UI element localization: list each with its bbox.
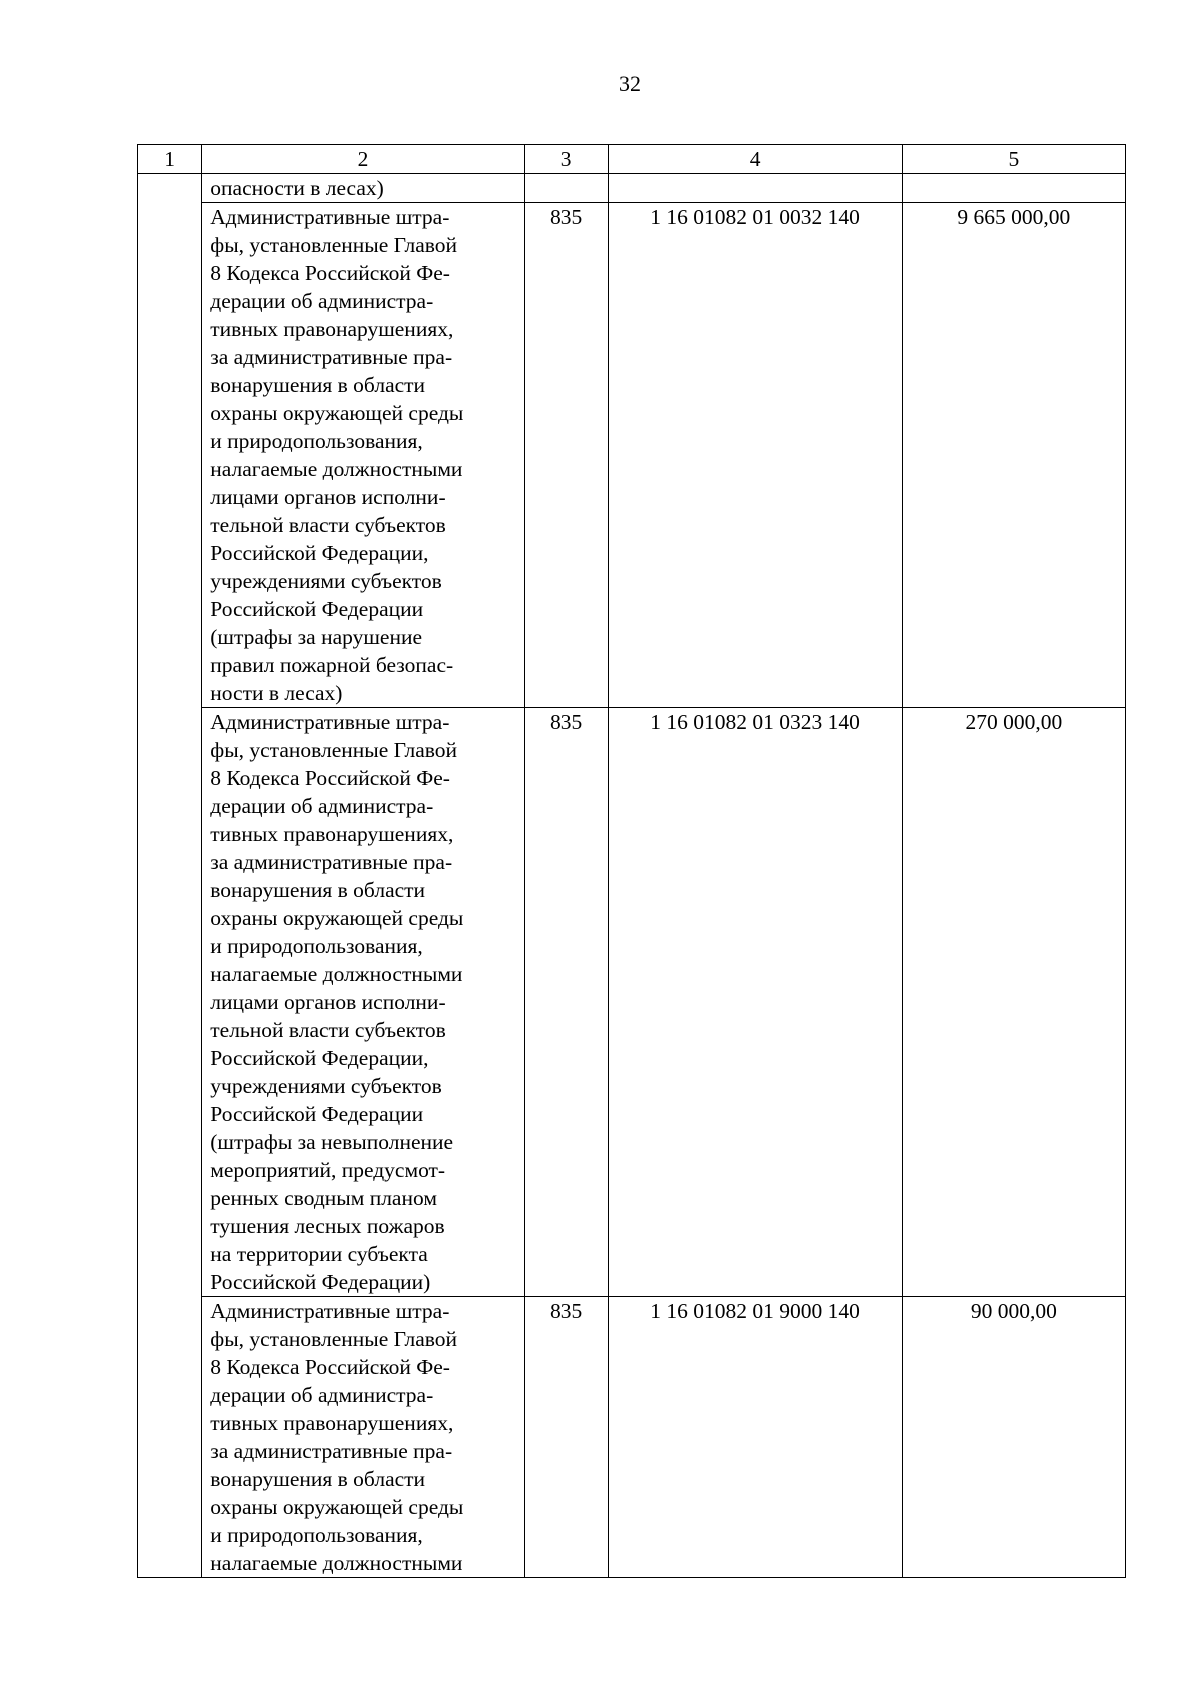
kbk-cell: 1 16 01082 01 0323 140	[608, 708, 902, 1297]
description-line: тивных правонарушениях,	[210, 1411, 454, 1435]
kbk-cell	[608, 174, 902, 203]
description-line: охраны окружающей среды	[210, 1495, 464, 1519]
description-line: Российской Федерации,	[210, 541, 429, 565]
description-line: опасности в лесах)	[210, 176, 384, 200]
description-line: Административные штра-	[210, 710, 450, 734]
description-line: ренных сводным планом	[210, 1186, 437, 1210]
description-line: вонарушения в области	[210, 878, 426, 902]
kbk-cell: 1 16 01082 01 9000 140	[608, 1297, 902, 1578]
description-line: и природопользования,	[210, 934, 423, 958]
description-line: и природопользования,	[210, 1523, 423, 1547]
description-line: налагаемые должностными	[210, 457, 463, 481]
description-line: учреждениями субъектов	[210, 1074, 442, 1098]
column-header-4: 4	[608, 145, 902, 174]
amount-cell: 9 665 000,00	[902, 203, 1125, 708]
page-number: 32	[619, 71, 641, 96]
description-cell	[202, 708, 524, 1297]
description-line: фы, установленные Главой	[210, 1327, 458, 1351]
description-line: налагаемые должностными	[210, 962, 463, 986]
table-row	[138, 708, 1126, 1297]
description-line: правил пожарной безопас-	[210, 653, 454, 677]
description-line: и природопользования,	[210, 429, 423, 453]
description-line: фы, установленные Главой	[210, 738, 458, 762]
description-line: Административные штра-	[210, 1299, 450, 1323]
description-line: фы, установленные Главой	[210, 233, 458, 257]
description-line: 8 Кодекса Российской Фе-	[210, 1355, 450, 1379]
amount-cell: 270 000,00	[902, 708, 1125, 1297]
description-line: за административные пра-	[210, 850, 453, 874]
column-header-5: 5	[902, 145, 1125, 174]
column-header-3: 3	[524, 145, 608, 174]
admin-code-cell: 835	[524, 203, 608, 708]
description-line: Российской Федерации,	[210, 1046, 429, 1070]
description-line: за административные пра-	[210, 1439, 453, 1463]
description-line: тельной власти субъектов	[210, 1018, 446, 1042]
table-row	[138, 203, 1126, 708]
description-line: Российской Федерации	[210, 597, 424, 621]
description-line: тельной власти субъектов	[210, 513, 446, 537]
description-line: ности в лесах)	[210, 681, 343, 705]
description-line: дерации об администра-	[210, 289, 434, 313]
description-line: тушения лесных пожаров	[210, 1214, 445, 1238]
description-line: мероприятий, предусмот-	[210, 1158, 446, 1182]
description-cell	[202, 1297, 524, 1578]
description-line: лицами органов исполни-	[210, 990, 446, 1014]
kbk-cell: 1 16 01082 01 0032 140	[608, 203, 902, 708]
admin-code-cell	[524, 174, 608, 203]
description-line: (штрафы за невыполнение	[210, 1130, 454, 1154]
description-line: 8 Кодекса Российской Фе-	[210, 261, 450, 285]
table-row	[138, 1297, 1126, 1578]
description-cell	[202, 174, 524, 203]
description-line: вонарушения в области	[210, 1467, 426, 1491]
description-line: за административные пра-	[210, 345, 453, 369]
description-line: вонарушения в области	[210, 373, 426, 397]
table-row-continuation	[138, 174, 1126, 203]
revenue-table	[137, 144, 1126, 1578]
description-line: дерации об администра-	[210, 794, 434, 818]
column-header-1: 1	[138, 145, 202, 174]
admin-code-cell: 835	[524, 708, 608, 1297]
amount-cell	[902, 174, 1125, 203]
description-line: тивных правонарушениях,	[210, 317, 454, 341]
column-header-2: 2	[202, 145, 524, 174]
description-cell	[202, 203, 524, 708]
description-line: на территории субъекта	[210, 1242, 428, 1266]
description-line: дерации об администра-	[210, 1383, 434, 1407]
description-line: 8 Кодекса Российской Фе-	[210, 766, 450, 790]
description-line: охраны окружающей среды	[210, 401, 464, 425]
description-line: учреждениями субъектов	[210, 569, 442, 593]
description-line: тивных правонарушениях,	[210, 822, 454, 846]
admin-code-cell: 835	[524, 1297, 608, 1578]
description-line: налагаемые должностными	[210, 1551, 463, 1575]
row-number-cell	[138, 174, 202, 1578]
description-line: охраны окружающей среды	[210, 906, 464, 930]
amount-cell: 90 000,00	[902, 1297, 1125, 1578]
description-line: (штрафы за нарушение	[210, 625, 423, 649]
description-line: Российской Федерации)	[210, 1270, 431, 1294]
description-line: Административные штра-	[210, 205, 450, 229]
description-line: Российской Федерации	[210, 1102, 424, 1126]
description-line: лицами органов исполни-	[210, 485, 446, 509]
table-header-row	[138, 145, 1126, 174]
